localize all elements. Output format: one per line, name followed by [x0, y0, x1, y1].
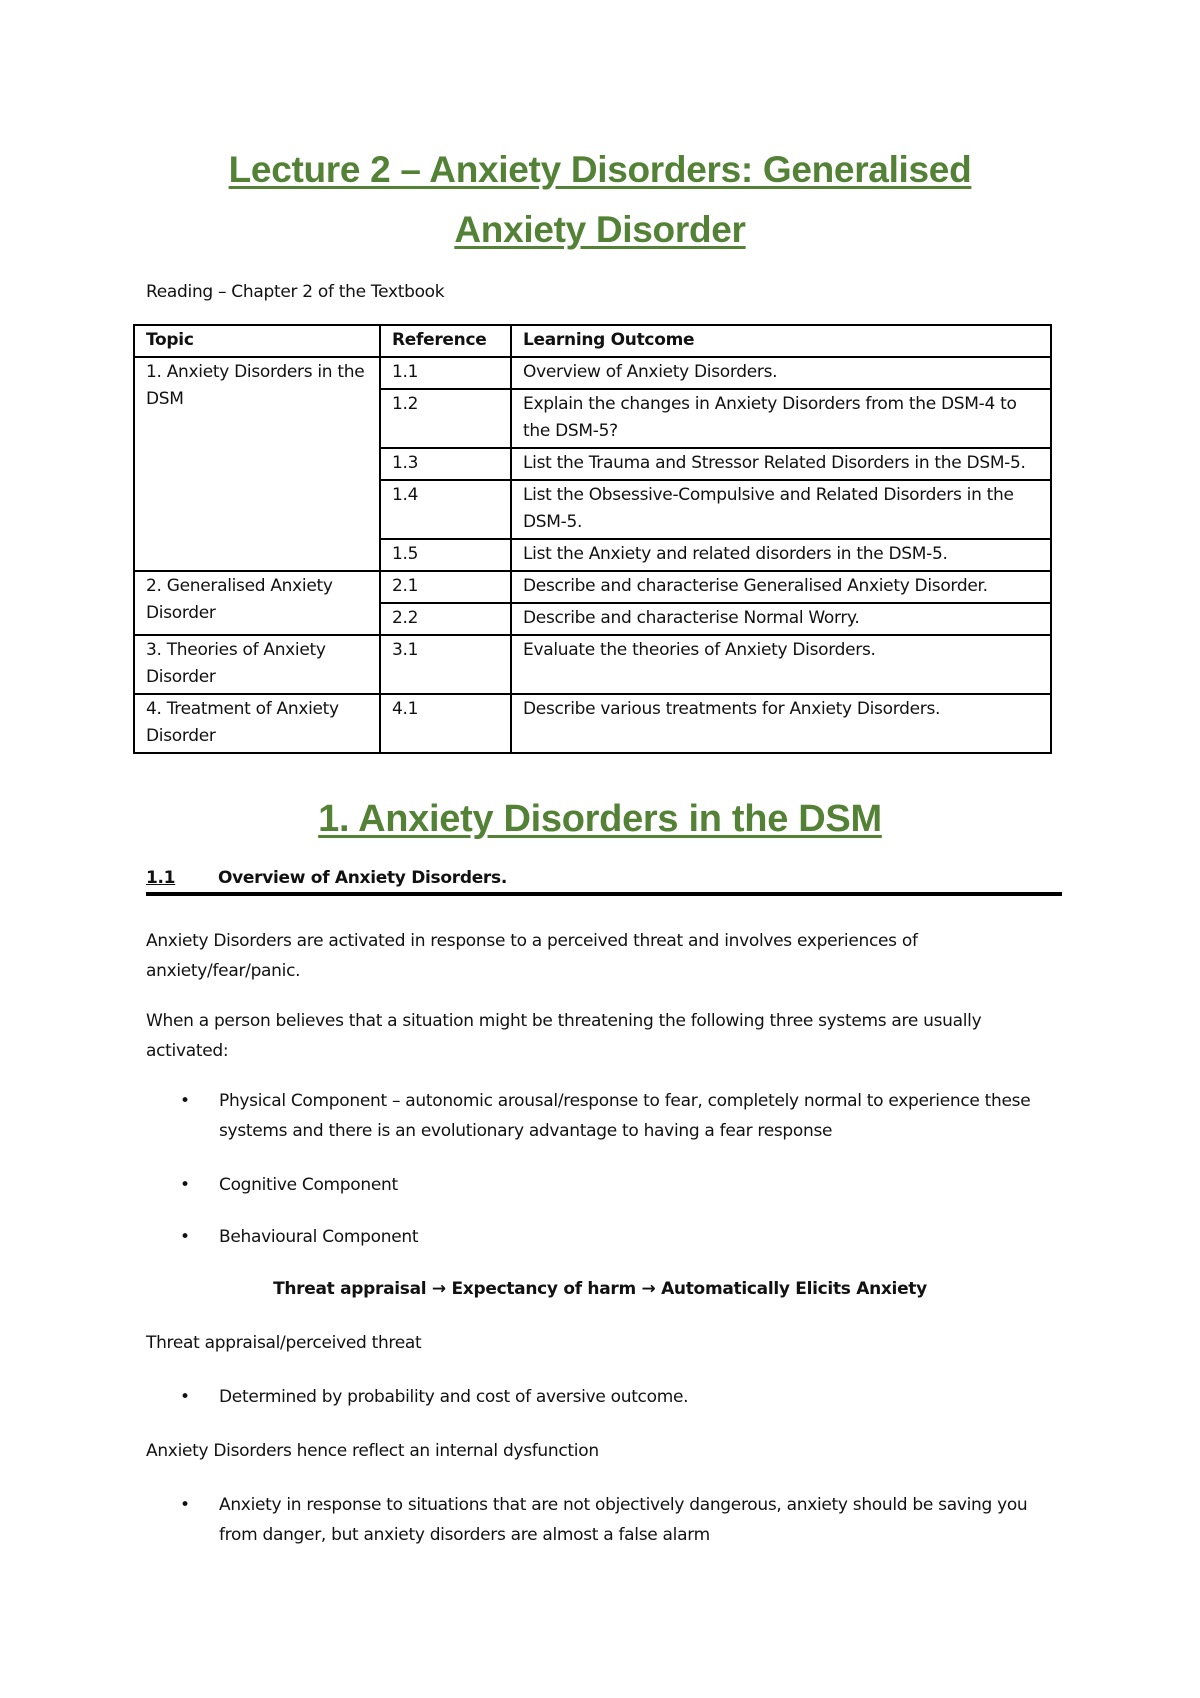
reference-cell: 4.1 [380, 694, 511, 753]
reference-cell: 2.2 [380, 603, 511, 635]
outcome-cell: Describe and characterise Normal Worry. [511, 603, 1051, 635]
outcome-cell: List the Trauma and Stressor Related Disorders in the DSM-5. [511, 448, 1051, 480]
subsection-number: 1.1 [146, 868, 176, 888]
reference-cell: 1.2 [380, 389, 511, 448]
topic-cell: 2. Generalised Anxiety Disorder [134, 571, 380, 635]
bullet-icon: • [180, 1227, 191, 1247]
topic-cell: 3. Theories of Anxiety Disorder [134, 635, 380, 694]
topic-cell: 4. Treatment of Anxiety Disorder [134, 694, 380, 753]
list-item: Behavioural Component [219, 1227, 419, 1247]
paragraph-intro: Anxiety Disorders are activated in response to a perceived threat and involves experiences of anxiety/fear/panic. [146, 931, 918, 981]
table-row [134, 357, 1051, 389]
reference-cell: 3.1 [380, 635, 511, 694]
header-topic: Topic [134, 325, 380, 357]
outcome-cell: Explain the changes in Anxiety Disorders from the DSM-4 to the DSM-5? [511, 389, 1051, 448]
threat-sequence: Threat appraisal → Expectancy of harm → Automatically Elicits Anxiety [273, 1279, 927, 1299]
bullet-icon: • [180, 1495, 191, 1515]
reference-cell: 1.1 [380, 357, 511, 389]
reference-cell: 1.5 [380, 539, 511, 571]
subsection-heading [146, 868, 1062, 896]
list-item: Determined by probability and cost of aversive outcome. [219, 1387, 689, 1407]
outcome-cell: List the Obsessive-Compulsive and Related Disorders in the DSM-5. [511, 480, 1051, 539]
table-header-row [134, 325, 1051, 357]
bullet-icon: • [180, 1091, 191, 1111]
header-reference: Reference [380, 325, 511, 357]
topic-cell: 1. Anxiety Disorders in the DSM [134, 357, 380, 571]
outcome-cell: Describe and characterise Generalised Anxiety Disorder. [511, 571, 1051, 603]
header-learning-outcome: Learning Outcome [511, 325, 1051, 357]
reference-cell: 1.3 [380, 448, 511, 480]
reference-cell: 1.4 [380, 480, 511, 539]
list-item: Anxiety in response to situations that are not objectively dangerous, anxiety should be saving you from danger, but anxiety disorders are almost a false alarm [219, 1495, 1028, 1545]
page-title-line2: Anxiety Disorder [454, 209, 746, 250]
table-row [134, 694, 1051, 753]
section-heading: 1. Anxiety Disorders in the DSM [318, 798, 882, 840]
bullet-icon: • [180, 1387, 191, 1407]
list-item: Cognitive Component [219, 1175, 398, 1195]
reference-cell: 2.1 [380, 571, 511, 603]
learning-outcomes-table [133, 324, 1052, 754]
bullet-icon: • [180, 1175, 191, 1195]
dysfunction-label: Anxiety Disorders hence reflect an internal dysfunction [146, 1441, 599, 1461]
threat-label: Threat appraisal/perceived threat [146, 1333, 422, 1353]
subsection-title: Overview of Anxiety Disorders. [218, 868, 507, 888]
outcome-cell: Overview of Anxiety Disorders. [511, 357, 1051, 389]
reading-note: Reading – Chapter 2 of the Textbook [146, 282, 445, 302]
page-title-line1: Lecture 2 – Anxiety Disorders: Generalised [228, 149, 972, 190]
table-row [134, 571, 1051, 603]
table-row [134, 635, 1051, 694]
list-item: Physical Component – autonomic arousal/response to fear, completely normal to experience these systems and there is an evolutionary advantage to having a fear response [219, 1091, 1031, 1141]
outcome-cell: Describe various treatments for Anxiety Disorders. [511, 694, 1051, 753]
outcome-cell: List the Anxiety and related disorders in the DSM-5. [511, 539, 1051, 571]
paragraph-systems: When a person believes that a situation might be threatening the following three systems are usually activated: [146, 1011, 982, 1061]
outcome-cell: Evaluate the theories of Anxiety Disorders. [511, 635, 1051, 694]
